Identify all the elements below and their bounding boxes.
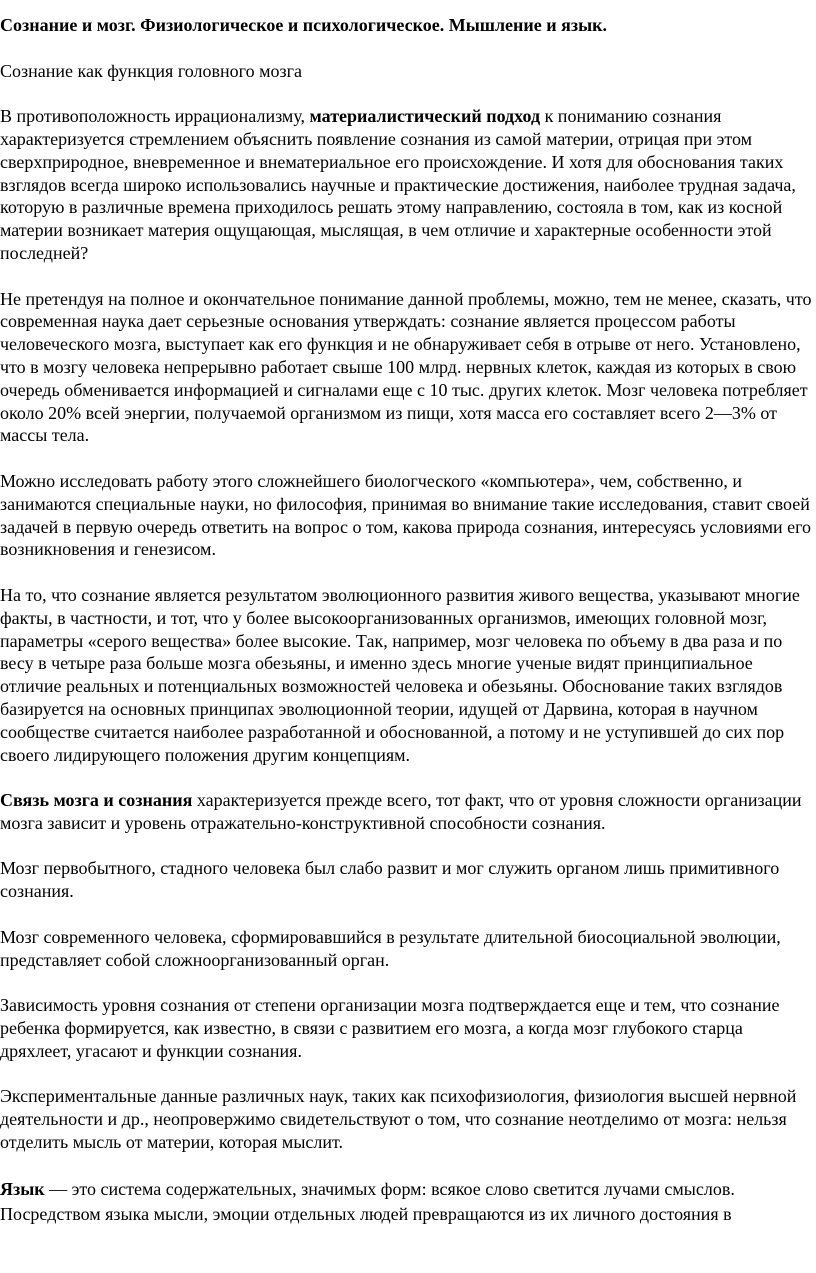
paragraph-modern-brain: Мозг современного человека, сформировавшийся в результате длительной биосоциальной эволюции, представляет собой сложноорганизованный орган. bbox=[0, 926, 781, 970]
paragraph-text: характеризуется прежде всего, тот факт, что от уровня сложности организации мозга зависит и уровень отражательно-конструктивной способности сознания. bbox=[0, 790, 802, 833]
paragraph-materialist-approach bbox=[0, 105, 812, 265]
bold-term: материалистический подход bbox=[309, 106, 541, 127]
document-title: Сознание и мозг. Физиологическое и психологическое. Мышление и язык. bbox=[0, 15, 608, 35]
paragraph-dependency: Зависимость уровня сознания от степени организации мозга подтверждается еще и тем, что сознание ребенка формируется, как известно, в связи с развитием его мозга, а когда мозг глубокого старца дряхлеет, угасают и функции сознания. bbox=[0, 995, 780, 1061]
paragraph-primitive-brain: Мозг первобытного, стадного человека был слабо развит и мог служить органом лишь примитивного сознания. bbox=[0, 858, 780, 902]
bold-term: Связь мозга и сознания bbox=[0, 790, 193, 811]
paragraph-evolution: На то, что сознание является результатом эволюционного развития живого вещества, указывают многие факты, в частности, и тот, что у более высокоорганизованных организмов, имеющих головной мозг, параметры «серого вещества» более высокие. Так, например, мозг человека по объему в два раза и по весу в четыре раза больше мозга обезьяны, и именно здесь многие ученые видят принципиальное отличие реальных и потенциальных возможностей человека и обезьяны. Обоснование таких взглядов базируется на основных принципах эволюционной теории, идущей от Дарвина, которая в научном сообществе считается наиболее разработанной и обоснованной, а потому и не уступившей до сих пор своего лидирующего положения другим концепциям. bbox=[0, 584, 800, 765]
paragraph-brain-function: Не претендуя на полное и окончательное понимание данной проблемы, можно, тем не менее, сказать, что современная наука дает серьезные основания утверждать: сознание является процессом работы человеческого мозга, выступает как его функция и не обнаруживает себя в отрыве от него. Установлено, что в мозгу человека непрерывно работает свыше 100 млрд. нервных клеток, каждая из которых в свою очередь обменивается информацией и сигналами еще с 10 тыс. других клеток. Мозг человека потребляет около 20% всей энергии, получаемой организмом из пищи, хотя масса его составляет всего 2—3% от массы тела. bbox=[0, 288, 812, 446]
paragraph-text: к пониманию сознания характеризуется стремлением объяснить появление сознания из самой материи, отрицая при этом сверхприродное, вневременное и внематериальное его происхождение. И хотя для обоснования таких взглядов всегда широко использовались научные и практические достижения, наиболее трудная задача, которую в различные времена приходилось решать этому направлению, состояла в том, как из косной материи возникает материя ощущающая, мыслящая, в чем отличие и характерные особенности этой последней? bbox=[0, 106, 796, 263]
paragraph-text: В противоположность иррационализму, bbox=[0, 106, 310, 127]
bold-term: Язык bbox=[0, 1178, 45, 1199]
paragraph-language-function: Посредством языка мысли, эмоции отдельных людей превращаются из их личного достояния в bbox=[0, 1203, 732, 1224]
document-page bbox=[0, 14, 812, 1227]
paragraph-text: — это система содержательных, значимых форм: всякое слово светится лучами смыслов. bbox=[44, 1178, 735, 1199]
paragraph-biological-computer: Можно исследовать работу этого сложнейшего биологческого «компьютера», чем, собственно, и занимаются специальные науки, но философия, принимая во внимание такие исследования, ставит своей задачей в первую очередь ответить на вопрос о том, какова природа сознания, интересуясь условиями его возникновения и генезисом. bbox=[0, 470, 812, 560]
paragraph-language-definition bbox=[0, 1177, 812, 1202]
paragraph-brain-consciousness-link bbox=[0, 789, 812, 835]
paragraph-experimental-data: Экспериментальные данные различных наук, таких как психофизиология, физиология высшей нервной деятельности и др., неопровержимо свидетельствуют о том, что сознание неотделимо от мозга: нельзя отделить мысль от материи, которая мыслит. bbox=[0, 1086, 797, 1153]
section-subtitle: Сознание как функция головного мозга bbox=[0, 60, 302, 81]
